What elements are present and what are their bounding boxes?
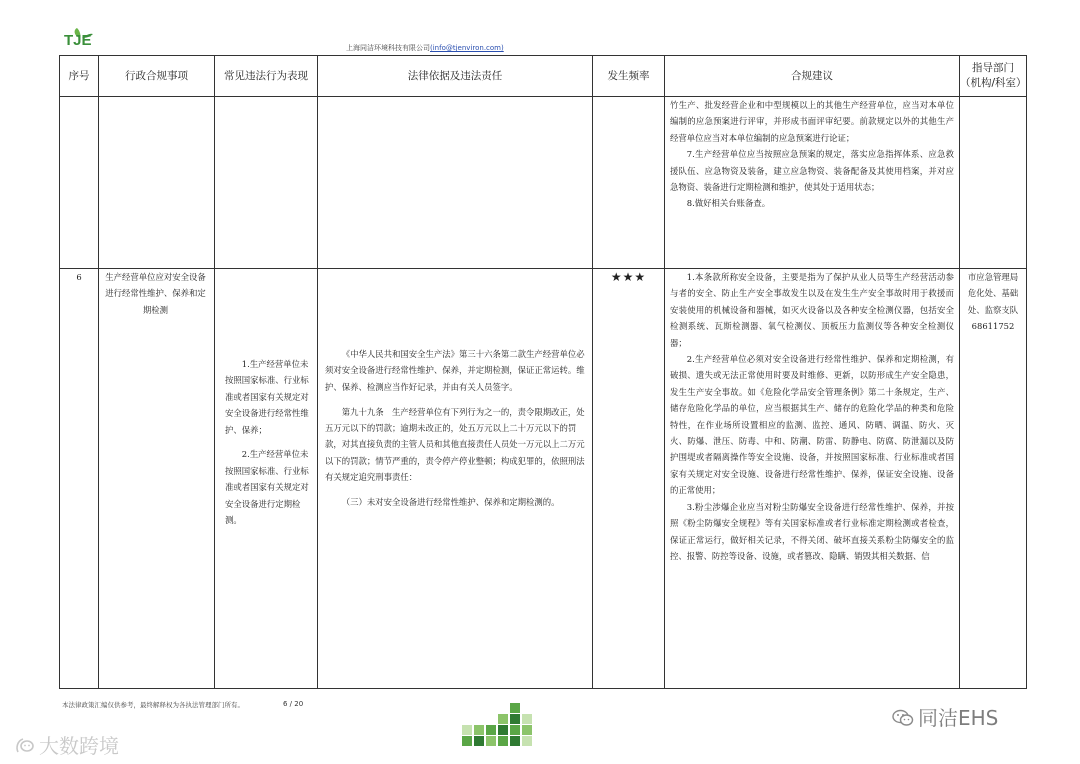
compliance-item: 生产经营单位应对安全设备进行经常性维护、保养和定期检测 [105, 272, 206, 315]
logo-text: TJE [64, 32, 92, 49]
deco-block [498, 736, 508, 746]
col-header-violation: 常见违法行为表现 [215, 56, 318, 97]
row-number: 6 [60, 269, 99, 689]
cell-violation [215, 269, 318, 689]
wechat-account-name: 同洁EHS [918, 706, 999, 730]
cell-advice-continued [665, 97, 960, 269]
page-number: 6 / 20 [283, 700, 304, 708]
deco-block [486, 725, 496, 735]
cell-item-empty [99, 97, 215, 269]
table-row [60, 269, 1027, 689]
deco-block [474, 736, 484, 746]
violation-item: 1.生产经营单位未按照国家标准、行业标准或者国家有关规定对安全设备进行经常性维护、保养； [225, 359, 309, 435]
cell-dept-empty [960, 97, 1027, 269]
advice-paragraph: 7.生产经营单位应当按照应急预案的规定，落实应急指挥体系、应急救援队伍、应急物资及装备，建立应急物资、装备配备及其使用档案，并对应急物资、装备进行定期检测和维护，使其处于适用状态； [670, 149, 954, 193]
deco-block [522, 725, 532, 735]
deco-block [486, 736, 496, 746]
cell-dept [960, 269, 1027, 689]
green-blocks-decoration [462, 703, 542, 745]
cell-law-empty [318, 97, 593, 269]
company-email-link[interactable]: (info@tjenviron.com) [430, 44, 504, 52]
deco-block [522, 736, 532, 746]
advice-paragraph: 2.生产经营单位必须对安全设备进行经常性维护、保养和定期检测，有破损、遗失或无法正常使用时要及时维修、更新，以防形成生产安全隐患，发生生产安全事故。如《危险化学品安全管理条例》第二十条规定，生产、储存危险化学品的单位，应当根据其生产、储存的危险化学品的种类和危险特性，在作业场所设置相应的监测、监控、通风、防晒、调温、防火、灭火、防爆、泄压、防毒、中和、防潮、防雷、防静电、防腐、防泄漏以及防护围堤或者隔离操作等安全设施、设备，并按照国家标准、行业标准或者国家有关规定对安全设施、设备进行经常性维护、保养，保证安全设施、设备的正常使用； [670, 354, 954, 496]
deco-block [510, 725, 520, 735]
deco-block [498, 714, 508, 724]
deco-block [510, 703, 520, 713]
law-paragraph: 第九十九条 生产经营单位有下列行为之一的，责令限期改正，处五万元以下的罚款；逾期未改正的，处五万元以上二十万元以下的罚款，对其直接负责的主管人员和其他直接责任人员处一万元以上二万元以下的罚款；情节严重的，责令停产停业整顿；构成犯罪的，依照刑法有关规定追究刑事责任： [325, 406, 585, 483]
regulation-table [59, 55, 1027, 689]
company-name: 上海同洁环境科技有限公司 [346, 44, 430, 52]
cell-frequency [593, 269, 665, 689]
deco-block [498, 725, 508, 735]
cell-frequency-empty [593, 97, 665, 269]
company-logo [64, 24, 104, 54]
col-header-item: 行政合规事项 [99, 56, 215, 97]
dept-header-line1: 指导部门 [972, 62, 1014, 74]
footer-note: 本法律政策汇编仅供参考，最终解释权为各执法管理部门所有。 [62, 701, 244, 709]
table-row-continued [60, 97, 1027, 269]
advice-paragraph: 1.本条款所称安全设备，主要是指为了保护从业人员等生产经营活动参与者的安全、防止生产安全事故发生以及在发生生产安全事故时用于救援而安装使用的机械设备和器械，如灭火设备以及各种安全检测仪器，包括安全检测系统、瓦斯检测器、氧气检测仪、顶板压力监测仪等各种安全检测仪器； [670, 272, 954, 348]
cell-compliance-item [99, 269, 215, 689]
cell-law [318, 269, 593, 689]
law-paragraph: （三）未对安全设备进行经常性维护、保养和定期检测的。 [341, 497, 560, 508]
advice-paragraph: 竹生产、批发经营企业和中型规模以上的其他生产经营单位，应当对本单位编制的应急预案进行评审，并形成书面评审纪要。前款规定以外的其他生产经营单位应当对本单位编制的应急预案进行论证； [670, 100, 954, 143]
watermark-text: 大数跨境 [39, 734, 119, 758]
law-paragraph: 《中华人民共和国安全生产法》第三十六条第二款生产经营单位必须对安全设备进行经常性维护、保养，并定期检测，保证正常运转。维护、保养、检测应当作好记录，并由有关人员签字。 [325, 349, 585, 392]
deco-block [510, 736, 520, 746]
deco-block [522, 714, 532, 724]
advice-paragraph: 3.粉尘涉爆企业应当对粉尘防爆安全设备进行经常性维护、保养，并按照《粉尘防爆安全规程》等有关国家标准或者行业标准定期检测或者检查，保证正常运行，做好相关记录，不得关闭、破坏直接关系粉尘防爆安全的监控、报警、防控等设备、设施，或者篡改、隐瞒、销毁其相关数据、信 [670, 501, 954, 561]
company-line [346, 43, 504, 53]
col-header-advice: 合规建议 [665, 56, 960, 97]
advice-text [665, 269, 959, 564]
cell-violation-empty [215, 97, 318, 269]
cell-advice [665, 269, 960, 689]
wechat-icon [892, 709, 914, 727]
col-header-no: 序号 [60, 56, 99, 97]
dept-header-line2: （机构/科室） [960, 77, 1027, 89]
deco-block [462, 736, 472, 746]
cell-no-empty [60, 97, 99, 269]
advice-paragraph: 8.做好相关台账备查。 [686, 198, 771, 209]
deco-block [510, 714, 520, 724]
guidance-department: 市应急管理局危化处、基础处、监察支队 68611752 [967, 272, 1019, 332]
col-header-frequency: 发生频率 [593, 56, 665, 97]
deco-block [462, 725, 472, 735]
col-header-law: 法律依据及违法责任 [318, 56, 593, 97]
watermark-icon [14, 736, 36, 756]
violation-item: 2.生产经营单位未按照国家标准、行业标准或者国家有关规定对安全设备进行定期检测。 [225, 449, 309, 526]
frequency-stars: ★★★ [610, 270, 647, 284]
law-text [318, 346, 592, 510]
watermark [14, 730, 119, 759]
advice-continued [665, 97, 959, 212]
table-header-row [60, 56, 1027, 97]
violation-list [215, 356, 317, 528]
wechat-account-tag [892, 702, 998, 731]
deco-block [474, 725, 484, 735]
col-header-dept [960, 56, 1027, 97]
